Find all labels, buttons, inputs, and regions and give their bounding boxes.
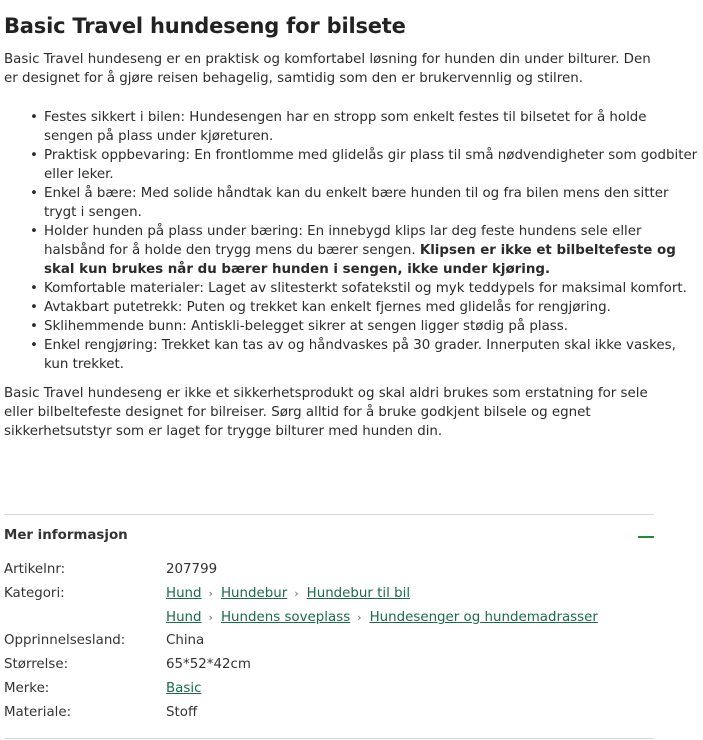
article-label: Artikelnr: [4, 562, 66, 577]
feature-item: • Komfortable materialer: Laget av slitesterkt sofatekstil og myk teddypels for maksimal komfort. [44, 279, 699, 298]
feature-item: • Festes sikkert i bilen: Hundesengen har en stropp som enkelt festes til bilsetet for å holde sengen på plass under kjøreturen. [44, 108, 699, 146]
category-link[interactable]: Hundesenger og hundemadrasser [369, 610, 598, 625]
origin-value: China [166, 633, 205, 648]
product-intro: Basic Travel hundeseng er en praktisk og komfortabel løsning for hunden din under bilturer. Den er designet for å gjøre reisen behagelig, samtidig som den er brukervennlig og stilren. [4, 52, 651, 86]
origin-label: Opprinnelsesland: [4, 633, 126, 648]
category-link[interactable]: Hundebur til bil [306, 586, 411, 601]
chevron-right-icon: › [357, 611, 362, 624]
article-value: 207799 [166, 562, 218, 577]
category-label: Kategori: [4, 586, 65, 601]
more-info-heading[interactable]: Mer informasjon [4, 528, 128, 543]
category-path-2 [166, 610, 598, 625]
feature-item: • Sklihemmende bunn: Antiskli-belegget sikrer at sengen ligger stødig på plass. [44, 317, 699, 336]
section-divider [4, 738, 654, 739]
section-divider [4, 514, 654, 515]
brand-value [166, 681, 201, 696]
category-link[interactable]: Hundebur [220, 586, 288, 601]
category-path-1 [166, 586, 410, 601]
brand-label: Merke: [4, 681, 50, 696]
size-value: 65*52*42cm [166, 657, 251, 672]
material-value: Stoff [166, 705, 198, 720]
feature-item: • Enkel rengjøring: Trekket kan tas av og håndvaskes på 30 grader. Innerputen skal ikke vaskes, kun trekket. [44, 336, 699, 374]
brand-link[interactable]: Basic [166, 681, 202, 696]
material-label: Materiale: [4, 705, 72, 720]
category-link[interactable]: Hund [166, 610, 202, 625]
category-link[interactable]: Hund [166, 586, 202, 601]
feature-clip-warning: Klipsen er ikke et bilbeltefeste og skal kun brukes når du bærer hunden i sengen, ikke under kjøring. [44, 243, 676, 277]
feature-item: • Avtakbart putetrekk: Puten og trekket kan enkelt fjernes med glidelås for rengjøring. [44, 298, 699, 317]
size-label: Størrelse: [4, 657, 69, 672]
chevron-right-icon: › [294, 587, 299, 600]
category-link[interactable]: Hundens soveplass [220, 610, 351, 625]
feature-clip-text: Holder hunden på plass under bæring: En innebygd klips lar deg feste hundens sele eller halsbånd for å holde den trygg mens du bærer sengen. [44, 224, 642, 258]
product-title: Basic Travel hundeseng for bilsete [4, 14, 406, 38]
chevron-right-icon: › [208, 587, 213, 600]
chevron-right-icon: › [208, 611, 213, 624]
feature-item: • Enkel å bære: Med solide håndtak kan du enkelt bære hunden til og fra bilen mens den sitter trygt i sengen. [44, 184, 699, 222]
minus-icon[interactable] [638, 536, 654, 538]
feature-item-clip [44, 222, 699, 279]
feature-list [4, 108, 699, 374]
product-safety-note: Basic Travel hundeseng er ikke et sikkerhetsprodukt og skal aldri brukes som erstatning for sele eller bilbeltefeste designet for bilreiser. Sørg alltid for å bruke godkjent bilsele og egnet sikkerhetsutstyr som er laget for trygge bilturer med hunden din. [4, 386, 648, 439]
feature-item: • Praktisk oppbevaring: En frontlomme med glidelås gir plass til små nødvendigheter som godbiter eller leker. [44, 146, 699, 184]
